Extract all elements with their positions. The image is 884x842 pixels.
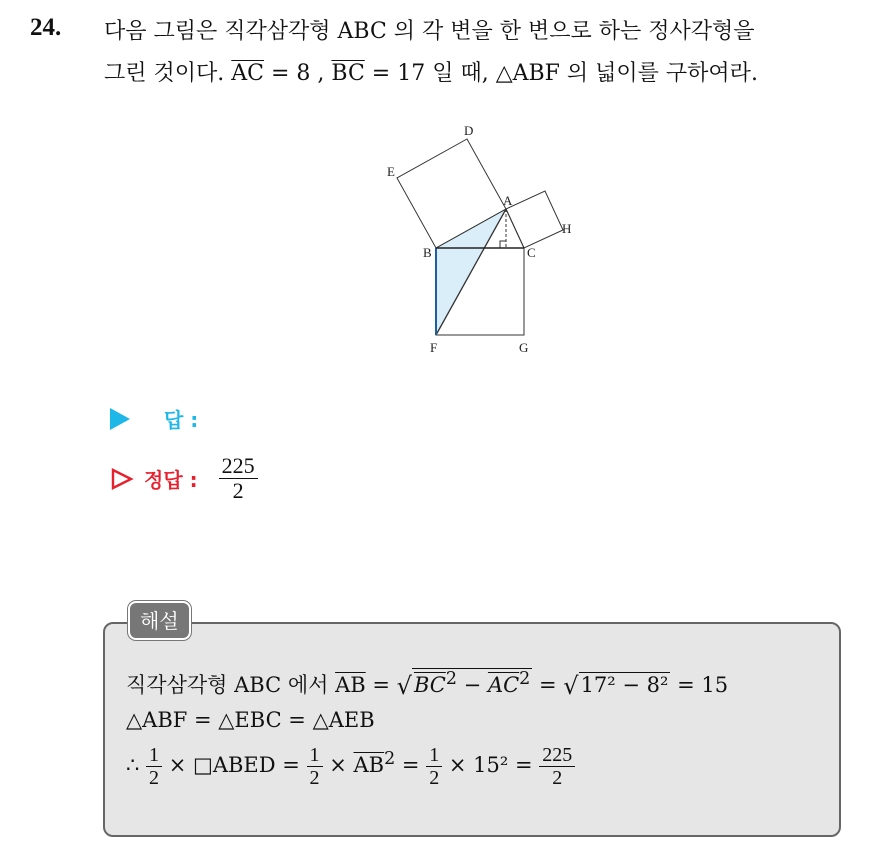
label-d: D xyxy=(464,123,474,138)
sqrt-expression-2: 17² − 8² xyxy=(580,673,669,697)
play-filled-icon xyxy=(110,408,130,430)
label-e: E xyxy=(387,164,395,179)
label-c: C xyxy=(527,245,536,260)
sqrt-expression-1: $BC^2 - \overline{AC}^2$ xyxy=(413,669,531,697)
solution-tag: 해설 xyxy=(128,601,191,640)
segment-ac-line xyxy=(506,209,524,248)
correct-answer-label: 정답 : xyxy=(144,468,198,493)
right-angle-mark xyxy=(500,241,506,248)
solution-line-1: 직각삼각형 ABC 에서 $\overline{AB} = √BC^2 - \overline{AC}^2 = √17^2 - 8^2 = 15$ xyxy=(126,669,729,700)
play-outline-icon xyxy=(110,467,134,491)
question-line-2: 그린 것이다. $\overline{AC} = 8$ , $\overline{BC} = 17$ 일 때, △ABF 의 넓이를 구하여라. xyxy=(104,61,758,86)
segment-ac: $\overline{AC}$ xyxy=(231,61,264,86)
label-g: G xyxy=(519,340,529,355)
solution-line-3: ∴ $\frac{1}{2}$ × □ABED = $\frac{1}{2}$ × $\overline{AB}^2$ = $\frac{1}{2}$ × 15² = $\frac{225}{2}$ xyxy=(126,744,575,789)
answer-blank-row xyxy=(110,404,198,433)
question-number: 24. xyxy=(30,14,62,41)
answer-fraction: $\frac{225}{2}$ xyxy=(219,454,258,503)
answer-label: 답 : xyxy=(164,408,199,432)
correct-answer-row xyxy=(110,454,258,503)
label-b: B xyxy=(423,245,432,260)
label-a: A xyxy=(503,193,513,208)
solution-line-2: △ABF = △EBC = △AEB xyxy=(126,708,375,732)
result-fraction: $\frac{225}{2}$ xyxy=(539,744,575,789)
geometry-figure xyxy=(380,120,580,360)
label-f: F xyxy=(430,340,438,355)
segment-bc: $\overline{BC}$ xyxy=(331,61,365,86)
square-achi xyxy=(506,191,563,248)
label-h: H xyxy=(562,221,572,236)
question-line-1: 다음 그림은 직각삼각형 ABC 의 각 변을 한 변으로 하는 정사각형을 xyxy=(104,19,755,44)
